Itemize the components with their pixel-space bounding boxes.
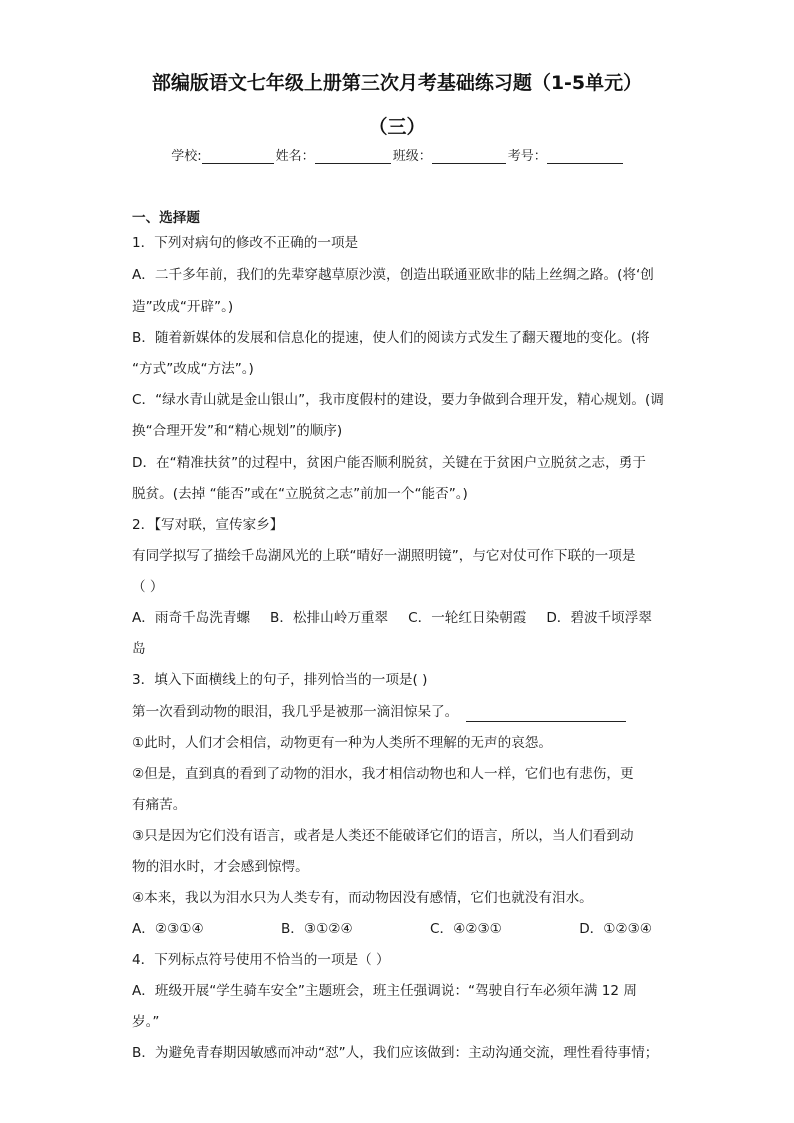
q3-sentence-2: ②但是，直到真的看到了动物的泪水，我才相信动物也和人一样，它们也有悲伤，更 (132, 766, 634, 782)
q2-option-c[interactable]: C．一轮红日染朝霞 (408, 610, 527, 626)
q3-option-c[interactable]: C．④②③① (430, 921, 502, 937)
q1-stem: 1．下列对病句的修改不正确的一项是 (132, 235, 359, 251)
q1-option-b-cont: “方式”改成“方法”。) (132, 361, 254, 377)
q2-option-d-cont: 岛 (132, 641, 146, 657)
name-label: 姓名： (275, 149, 315, 164)
q1-option-d-cont: 脱贫。(去掉 “能否”或在“立脱贫之志”前加一个“能否”。) (132, 486, 468, 502)
q4-option-a-cont: 岁。” (132, 1014, 160, 1030)
school-label: 学校: (171, 149, 202, 164)
name-field[interactable] (315, 149, 391, 164)
q1-option-c-cont: 换“合理开发”和“精心规划”的顺序) (132, 423, 343, 439)
q2-body: 有同学拟写了描绘千岛湖风光的上联“晴好一湖照明镜”，与它对仗可作下联的一项是 (132, 548, 636, 564)
q3-lead-text: 第一次看到动物的眼泪，我几乎是被那一滴泪惊呆了。 (132, 704, 459, 720)
q2-option-b[interactable]: B．松排山岭万重翠 (270, 610, 389, 626)
q3-blank[interactable] (466, 707, 626, 722)
q3-option-b[interactable]: B．③①②④ (280, 921, 353, 937)
q1-option-a-cont: 造”改成“开辟”。) (132, 299, 234, 315)
q1-option-a: A．二千多年前，我们的先辈穿越草原沙漠，创造出联通亚欧非的陆上丝绸之路。(将‘创 (132, 267, 654, 283)
q2-option-d[interactable]: D．碧波千顷浮翠 (546, 610, 652, 626)
q3-sentence-4: ④本来，我以为泪水只为人类专有，而动物因没有感情，它们也就没有泪水。 (132, 890, 593, 906)
q2-option-a[interactable]: A．雨奇千岛洗青螺 (132, 610, 251, 626)
q3-option-a[interactable]: A．②③①④ (132, 921, 204, 937)
section-heading: 一、选择题 (132, 210, 200, 226)
student-info-row (0, 145, 794, 164)
q3-sentence-3-cont: 物的泪水时，才会感到惊愕。 (132, 859, 309, 875)
q4-stem: 4．下列标点符号使用不恰当的一项是（ ） (132, 952, 390, 968)
exam-no-label: 考号： (507, 149, 547, 164)
q2-stem: 2．【写对联，宣传家乡】 (132, 517, 284, 533)
exam-title: 部编版语文七年级上册第三次月考基础练习题（1-5单元） (151, 72, 643, 94)
q1-option-d: D．在“精准扶贫”的过程中，贫困户能否顺利脱贫，关键在于贫困户立脱贫之志，勇于 (132, 455, 646, 471)
q2-options (132, 608, 652, 628)
class-label: 班级： (392, 149, 432, 164)
exam-no-field[interactable] (547, 149, 623, 164)
class-field[interactable] (432, 149, 506, 164)
q1-option-c: C．“绿水青山就是金山银山”，我市度假村的建设，要力争做到合理开发，精心规划。(调 (132, 392, 664, 408)
q3-stem: 3．填入下面横线上的句子，排列恰当的一项是( ) (132, 672, 428, 688)
q1-option-b: B．随着新媒体的发展和信息化的提速，使人们的阅读方式发生了翻天覆地的变化。(将 (132, 330, 650, 346)
q2-answer-bracket: （ ） (132, 579, 164, 595)
q3-sentence-1: ①此时，人们才会相信，动物更有一种为人类所不理解的无声的哀怨。 (132, 735, 552, 751)
q3-sentence-3: ③只是因为它们没有语言，或者是人类还不能破译它们的语言，所以，当人们看到动 (132, 828, 634, 844)
exam-subtitle: （三） (368, 116, 426, 138)
school-field[interactable] (202, 149, 274, 164)
q3-option-d[interactable]: D．①②③④ (579, 921, 652, 937)
q4-option-a: A．班级开展“学生骑车安全”主题班会，班主任强调说：“驾驶自行车必须年满 12 周 (132, 983, 637, 999)
q3-lead (132, 702, 672, 722)
q4-option-b: B．为避免青春期因敏感而冲动“怼”人，我们应该做到：主动沟通交流，理性看待事情； (132, 1045, 659, 1061)
q3-sentence-2-cont: 有痛苦。 (132, 797, 187, 813)
q3-options (132, 919, 652, 939)
